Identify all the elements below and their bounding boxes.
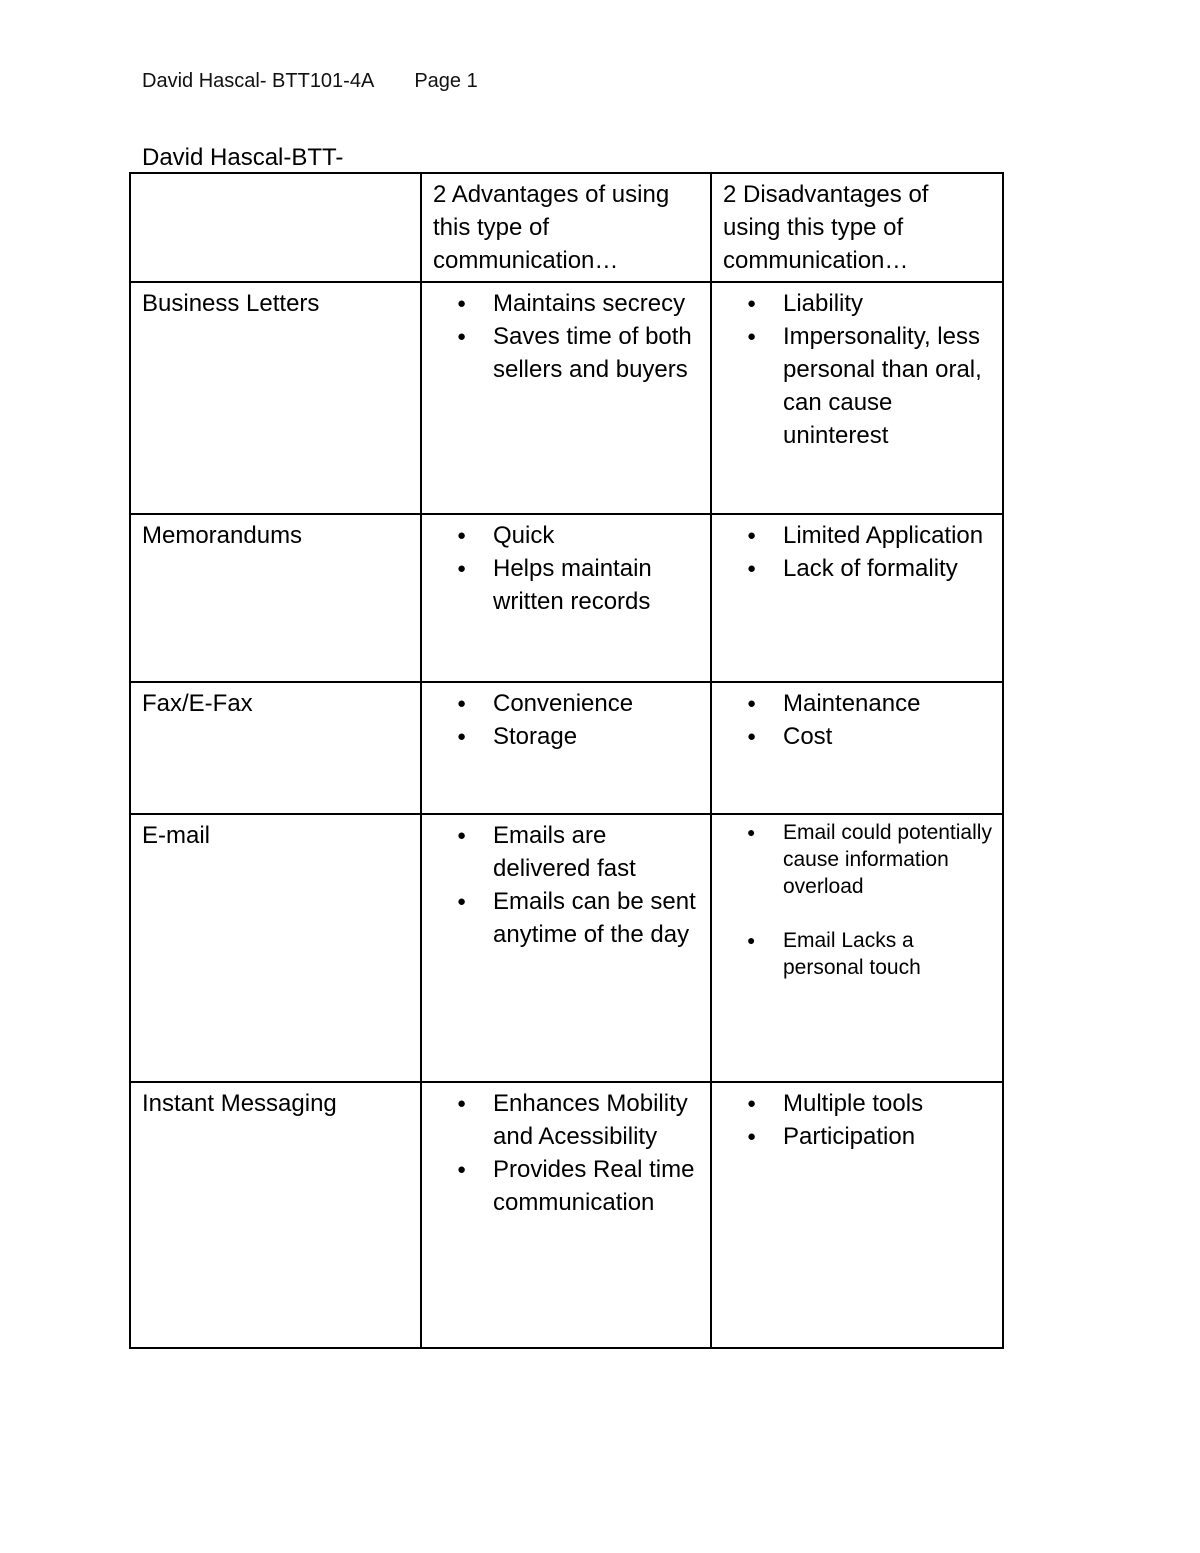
list-item: ● Lack of formality [783,552,992,585]
advantages-list [433,519,700,618]
advantages-cell [421,514,711,682]
bullet-icon: ● [747,1128,757,1145]
row-type-cell: Business Letters [130,282,421,514]
bullet-icon: ● [747,527,757,544]
list-item: ● Quick [493,519,700,552]
bullet-icon: ● [747,295,757,312]
bullet-icon: ● [747,560,757,577]
bullet-icon: ● [747,328,757,345]
list-item: ● Enhances Mobility and Acessibility [493,1087,700,1153]
advantages-list [433,1087,700,1219]
table-row [130,514,1003,682]
advantages-cell [421,282,711,514]
list-item: ● Helps maintain written records [493,552,700,618]
header-author-course: David Hascal- BTT101-4A [142,70,375,92]
row-type-cell: Fax/E-Fax [130,682,421,814]
table-row [130,282,1003,514]
document-title: David Hascal-BTT- [142,144,344,171]
list-item: ● Emails can be sent anytime of the day [493,885,700,951]
list-item: ● Saves time of both sellers and buyers [493,320,700,386]
disadvantages-list [723,1087,992,1153]
list-item: ● Convenience [493,687,700,720]
disadvantages-cell [711,282,1003,514]
bullet-icon: ● [457,728,467,745]
disadvantages-list [723,687,992,753]
advantages-cell [421,1082,711,1348]
bullet-icon: ● [747,695,757,712]
list-item: ● Maintenance [783,687,992,720]
bullet-icon: ● [457,328,467,345]
table-row [130,814,1003,1082]
list-item: ● Emails are delivered fast [493,819,700,885]
list-item: ● Maintains secrecy [493,287,700,320]
row-type-cell: E-mail [130,814,421,1082]
page-header [142,70,478,93]
advantages-list [433,687,700,753]
advantages-list [433,287,700,386]
row-type-cell: Memorandums [130,514,421,682]
disadvantages-cell [711,1082,1003,1348]
list-item: ● Impersonality, less personal than oral, can cause uninterest [783,320,992,452]
bullet-icon: ● [457,1161,467,1178]
header-cell-disadvantages: 2 Disadvantages of using this type of communication… [711,173,1003,282]
table-row [130,1082,1003,1348]
list-item: ● Participation [783,1120,992,1153]
bullet-icon: ● [747,824,756,840]
bullet-icon: ● [457,527,467,544]
list-item: ● Limited Application [783,519,992,552]
header-page-number: Page 1 [414,70,478,92]
bullet-icon: ● [747,932,756,948]
bullet-icon: ● [457,560,467,577]
bullet-icon: ● [747,1095,757,1112]
bullet-icon: ● [457,695,467,712]
advantages-list [433,819,700,951]
bullet-icon: ● [457,295,467,312]
advantages-cell [421,814,711,1082]
advantages-cell [421,682,711,814]
list-item: ● Email could potentially cause information overload [747,821,992,898]
bullet-icon: ● [457,893,467,910]
communication-comparison-table [129,172,1004,1349]
table-header-row [130,173,1003,282]
list-item: ● Cost [783,720,992,753]
list-item: ● Storage [493,720,700,753]
row-type-cell: Instant Messaging [130,1082,421,1348]
list-item: ● Multiple tools [783,1087,992,1120]
bullet-icon: ● [457,827,467,844]
header-cell-type [130,173,421,282]
disadvantages-list [723,287,992,452]
bullet-icon: ● [457,1095,467,1112]
disadvantages-cell [711,814,1003,1082]
header-cell-advantages: 2 Advantages of using this type of communication… [421,173,711,282]
table-row [130,682,1003,814]
disadvantages-list [723,819,992,981]
disadvantages-cell [711,514,1003,682]
list-item: ● Email Lacks a personal touch [747,929,921,979]
list-item: ● Provides Real time communication [493,1153,700,1219]
list-item: ● Liability [783,287,992,320]
disadvantages-cell [711,682,1003,814]
disadvantages-list [723,519,992,585]
bullet-icon: ● [747,728,757,745]
